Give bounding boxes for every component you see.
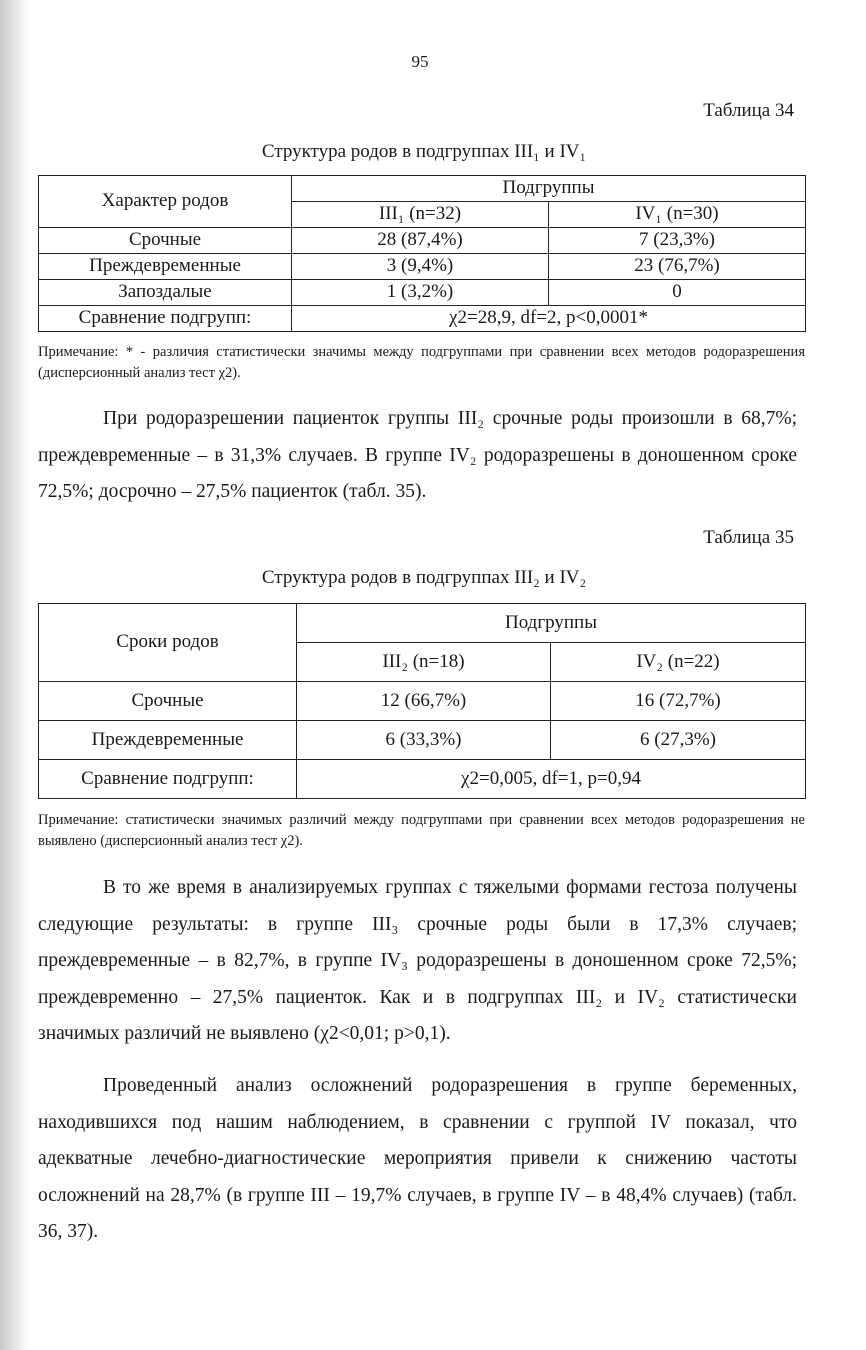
header-cell: Сроки родов <box>39 604 297 682</box>
table-row <box>39 228 806 254</box>
table-cell: 16 (72,7%) <box>551 682 806 721</box>
paragraph-1: При родоразрешении пациенток группы III₂ срочные роды произошли в 68,7%; преждевременные – в 31,3% случаев. В группе IV₂ родоразрешены в доношенном сроке 72,5%; досрочно – 27,5% пациенток (табл. 35). <box>38 408 797 502</box>
scan-edge-shadow <box>0 0 30 1350</box>
row-label: Сравнение подгрупп: <box>39 306 292 332</box>
table-cell: 3 (9,4%) <box>292 254 549 280</box>
table-cell: 1 (3,2%) <box>292 280 549 306</box>
header-cell: IV₂ (n=22) <box>551 643 806 682</box>
header-cell: III₂ (n=18) <box>297 643 551 682</box>
table-34-note: Примечание: * - различия статистически значимы между подгруппами при сравнении всех методов родоразрешения (дисперсионный анализ тест χ2). <box>38 344 805 381</box>
table-header-row <box>39 176 806 202</box>
table-cell: 28 (87,4%) <box>292 228 549 254</box>
header-cell: Подгруппы <box>297 604 806 643</box>
row-label: Сравнение подгрупп: <box>39 760 297 799</box>
table-34-caption: Таблица 34 <box>703 100 794 121</box>
table-row <box>39 254 806 280</box>
comparison-cell: χ2=0,005, df=1, p=0,94 <box>297 760 806 799</box>
header-cell: III₁ (n=32) <box>292 202 549 228</box>
table-35-title: Структура родов в подгруппах III₂ и IV₂ <box>261 567 587 588</box>
paragraph-2: В то же время в анализируемых группах с тяжелыми формами гестоза получены следующие результаты: в группе III₃ срочные роды были в 17,3% случаев; преждевременные – в 82,7%, в группе IV₃ родоразрешены в доношенном сроке 72,5%; преждевременно – 27,5% пациенток. Как и в подгруппах III₂ и IV₂ статистически значимых различий не выявлено (χ2<0,01; p>0,1). <box>38 877 797 1044</box>
row-label: Срочные <box>39 228 292 254</box>
table-row <box>39 760 806 799</box>
table-cell: 7 (23,3%) <box>549 228 806 254</box>
row-label: Срочные <box>39 682 297 721</box>
table-row <box>39 721 806 760</box>
header-cell: IV₁ (n=30) <box>549 202 806 228</box>
page-number: 95 <box>411 52 429 71</box>
table-row <box>39 682 806 721</box>
row-label: Преждевременные <box>39 721 297 760</box>
table-34-title: Структура родов в подгруппах III₁ и IV₁ <box>261 141 587 162</box>
table-row <box>39 280 806 306</box>
row-label: Преждевременные <box>39 254 292 280</box>
table-cell: 6 (27,3%) <box>551 721 806 760</box>
table-header-row <box>39 604 806 643</box>
paragraph-3: Проведенный анализ осложнений родоразрешения в группе беременных, находившихся под нашим наблюдением, в сравнении с группой IV показал, что адекватные лечебно-диагностические мероприятия привели к снижению частоты осложнений на 28,7% (в группе III – 19,7% случаев, в группе IV – в 48,4% случаев) (табл. 36, 37). <box>38 1075 797 1242</box>
table-35-caption: Таблица 35 <box>703 527 794 548</box>
row-label: Запоздалые <box>39 280 292 306</box>
header-cell: Характер родов <box>39 176 292 228</box>
header-cell: Подгруппы <box>292 176 806 202</box>
table-35-note: Примечание: статистически значимых различий между подгруппами при сравнении всех методов родоразрешения не выявлено (дисперсионный анализ тест χ2). <box>38 812 805 849</box>
table-cell: 12 (66,7%) <box>297 682 551 721</box>
table-row <box>39 306 806 332</box>
comparison-cell: χ2=28,9, df=2, p<0,0001* <box>292 306 806 332</box>
table-cell: 23 (76,7%) <box>549 254 806 280</box>
table-34 <box>38 175 806 332</box>
table-35 <box>38 603 806 799</box>
table-cell: 0 <box>549 280 806 306</box>
table-cell: 6 (33,3%) <box>297 721 551 760</box>
